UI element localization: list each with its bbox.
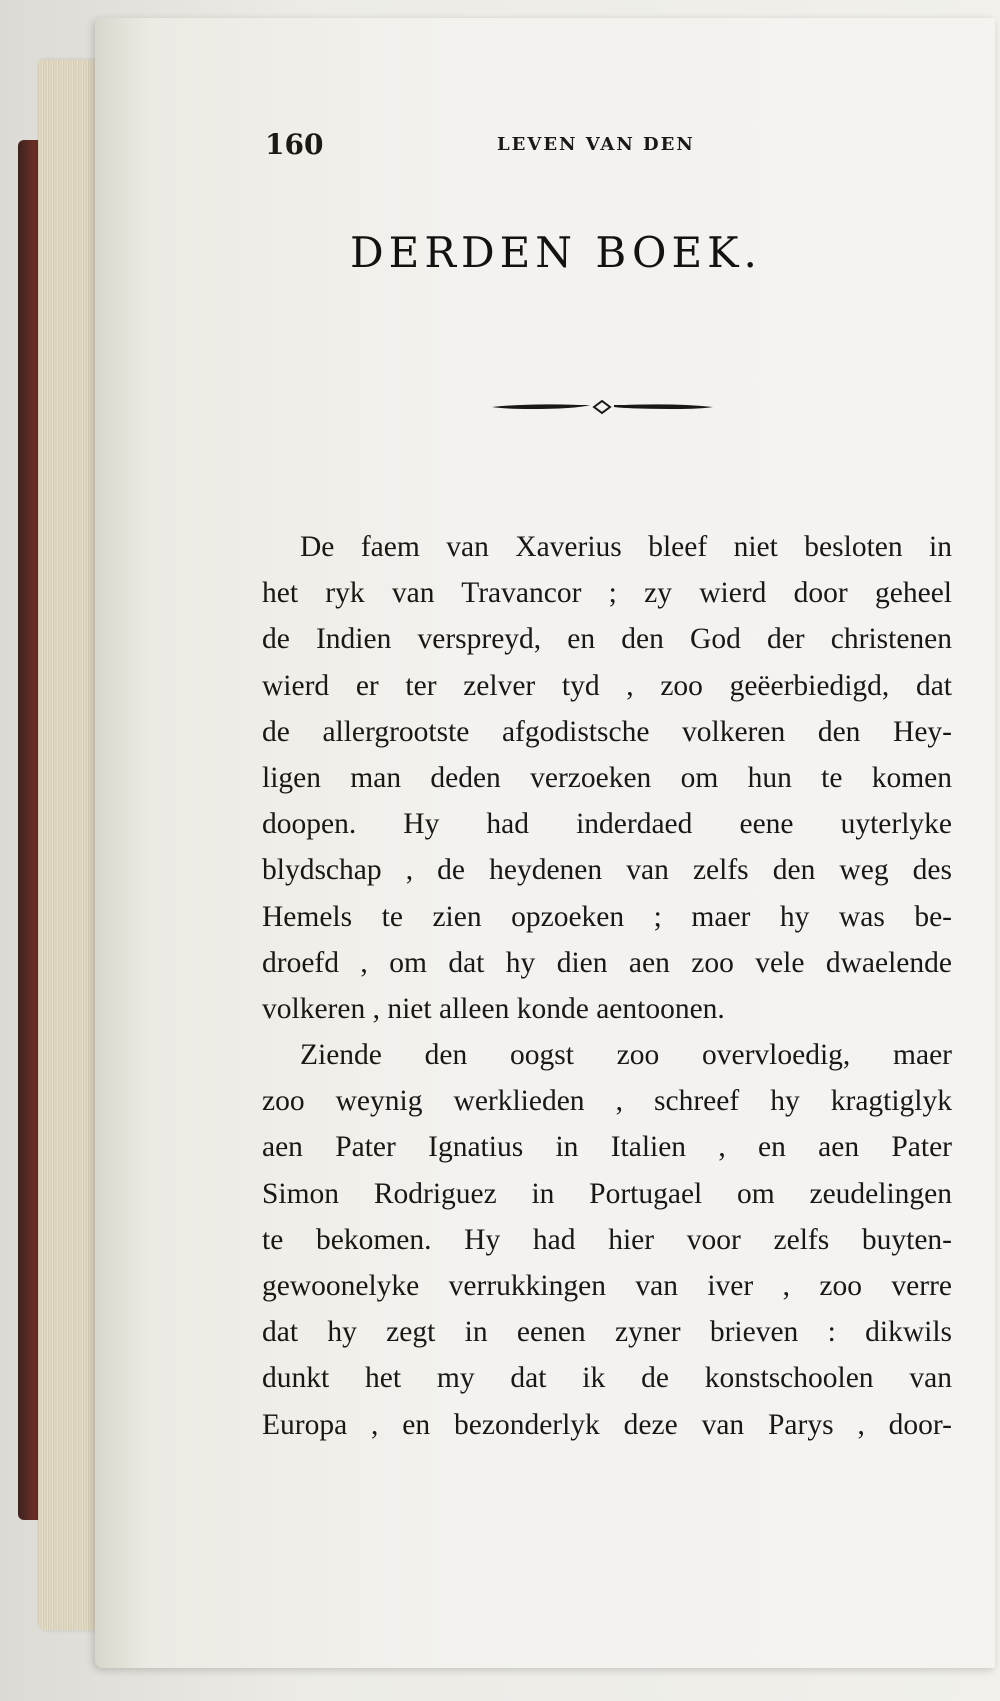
- text-line: gewoonelyke verrukkingen van iver , zoo verre: [262, 1270, 952, 1302]
- ornament-diamond: [594, 401, 610, 413]
- running-head: [265, 128, 705, 168]
- text-line: dunkt het my dat ik de konstschoolen van: [262, 1362, 952, 1395]
- text-line: Simon Rodriguez in Portugael om zeudelingen: [262, 1177, 952, 1210]
- text-line: de allergrootste afgodistsche volkeren den Hey-: [262, 715, 952, 748]
- body-text: [262, 524, 952, 1448]
- ornament-divider: [490, 395, 715, 419]
- text-line: Hemels te zien opzoeken ; maer hy was be-: [262, 900, 952, 933]
- text-line: wierd er ter zelver tyd , zoo geëerbiedigd, dat: [262, 669, 952, 702]
- text-line: De faem van Xaverius bleef niet besloten in: [300, 531, 952, 563]
- text-line: dat hy zegt in eenen zyner brieven : dikwils: [262, 1316, 952, 1349]
- text-line: aen Pater Ignatius in Italien , en aen Pater: [262, 1131, 952, 1164]
- page-number: 160: [265, 128, 324, 161]
- running-head-title: LEVEN VAN DEN: [497, 134, 695, 155]
- text-line: ligen man deden verzoeken om hun te komen: [262, 761, 952, 794]
- text-line: zoo weynig werklieden , schreef hy kragtiglyk: [262, 1085, 952, 1118]
- ornament-right-stroke: [614, 404, 713, 409]
- text-line: Europa , en bezonderlyk deze van Parys , door-: [262, 1408, 952, 1441]
- text-line: Ziende den oogst zoo overvloedig, maer: [300, 1039, 952, 1072]
- text-line: volkeren , niet alleen konde aentoonen.: [262, 992, 725, 1025]
- text-line: blydschap , de heydenen van zelfs den weg des: [262, 854, 952, 887]
- text-line: te bekomen. Hy had hier voor zelfs buyten-: [262, 1223, 952, 1256]
- text-line: droefd , om dat hy dien aen zoo vele dwaelende: [262, 946, 952, 979]
- text-line: de Indien verspreyd, en den God der christenen: [262, 623, 952, 656]
- text-line: doopen. Hy had inderdaed eene uyterlyke: [262, 808, 952, 841]
- text-line: het ryk van Travancor ; zy wierd door geheel: [262, 577, 952, 610]
- chapter-title: DERDEN BOEK.: [350, 228, 762, 277]
- ornament-left-stroke: [492, 404, 590, 409]
